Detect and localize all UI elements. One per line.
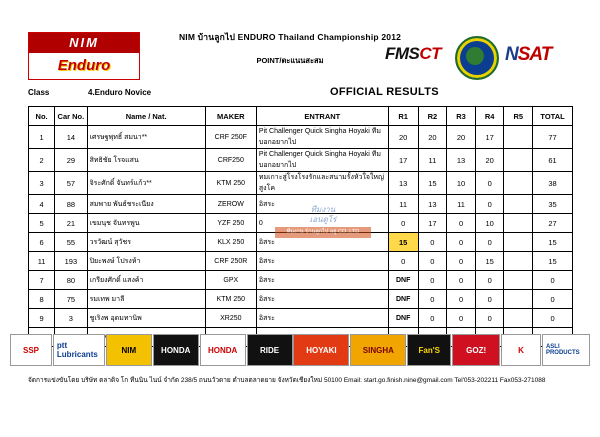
sponsor-logo-helmet: RIDE	[247, 334, 293, 366]
row-r2: 0	[418, 233, 447, 252]
row-entrant: Pit Challenger Quick Singha Hoyaki ทีมบอกอยากไป	[256, 149, 388, 172]
official-results-title: OFFICIAL RESULTS	[330, 86, 439, 98]
watermark-line-2: เอนดูโร่	[309, 215, 337, 224]
sponsor-logo-ssp: SSP	[10, 334, 52, 366]
row-no: 3	[29, 172, 55, 195]
row-r5	[504, 126, 533, 149]
row-r2: 0	[418, 252, 447, 271]
row-name: เศรษฐพุทธิ์ สมนา**	[87, 126, 205, 149]
table-body	[29, 126, 573, 347]
nsat-logo-text-a: N	[505, 44, 518, 65]
fmsct-logo	[385, 44, 441, 64]
row-car-no: 21	[55, 214, 87, 233]
row-r5	[504, 214, 533, 233]
row-r5	[504, 149, 533, 172]
table-row	[29, 271, 573, 290]
row-car-no: 80	[55, 271, 87, 290]
row-total: 0	[533, 309, 573, 328]
row-maker: KTM 250	[205, 172, 256, 195]
col-r4: R4	[475, 107, 504, 126]
row-total: 61	[533, 149, 573, 172]
row-no: 5	[29, 214, 55, 233]
row-r3: 10	[447, 172, 476, 195]
row-entrant: อิสระ	[256, 252, 388, 271]
row-entrant: อิสระ	[256, 195, 388, 214]
row-name: เกรียงศักดิ์ แสงค้า	[87, 271, 205, 290]
sponsor-logo-brand-yellow: NIM	[106, 334, 152, 366]
class-value: 4.Enduro Novice	[88, 88, 152, 97]
row-r2: 20	[418, 126, 447, 149]
col-r5: R5	[504, 107, 533, 126]
row-r2: 17	[418, 214, 447, 233]
row-no: 1	[29, 126, 55, 149]
row-car-no: 14	[55, 126, 87, 149]
row-r4: 0	[475, 172, 504, 195]
row-car-no: 55	[55, 233, 87, 252]
col-r3: R3	[447, 107, 476, 126]
row-r4: 0	[475, 195, 504, 214]
row-r4: 20	[475, 149, 504, 172]
sponsor-strip	[10, 330, 590, 370]
nsat-logo-text-b: SAT	[517, 44, 552, 65]
row-total: 38	[533, 172, 573, 195]
row-name: สิทธิชัย โรจแสน	[87, 149, 205, 172]
row-no: 8	[29, 290, 55, 309]
col-entrant: ENTRANT	[256, 107, 388, 126]
row-r4: 15	[475, 252, 504, 271]
row-r5	[504, 233, 533, 252]
row-r1: 15	[388, 233, 418, 252]
row-entrant: อิสระ	[256, 271, 388, 290]
col-maker: MAKER	[205, 107, 256, 126]
row-name: วรวัฒน์ สุวัชร	[87, 233, 205, 252]
row-name: สมพาย พันธ์ชระเนียง	[87, 195, 205, 214]
row-name: รมเทพ มาลี	[87, 290, 205, 309]
results-table	[28, 106, 573, 347]
nim-enduro-logo	[28, 32, 140, 80]
table-row	[29, 149, 573, 172]
row-no: 11	[29, 252, 55, 271]
row-car-no: 3	[55, 309, 87, 328]
row-name: ชูเริงพ อุดมทานิพ	[87, 309, 205, 328]
row-name: ปิยะพงษ์ โปรงห้า	[87, 252, 205, 271]
row-entrant: อิสระ	[256, 233, 388, 252]
sponsor-logo-ptt-lubricants: ptt Lubricants	[53, 334, 105, 366]
watermark-bar: ทีมงาน บ้านลูกไป อยู่ CO.,LTD	[275, 227, 371, 238]
row-maker: CRF250	[205, 149, 256, 172]
row-r4: 0	[475, 290, 504, 309]
row-r2: 0	[418, 271, 447, 290]
row-r3: 0	[447, 290, 476, 309]
event-title: NIM บ้านลูกไป ENDURO Thailand Championship 2012	[178, 32, 402, 42]
row-total: 0	[533, 290, 573, 309]
row-total: 15	[533, 252, 573, 271]
row-r2: 0	[418, 309, 447, 328]
row-total: 77	[533, 126, 573, 149]
row-r5	[504, 290, 533, 309]
row-r4: 17	[475, 126, 504, 149]
row-total: 35	[533, 195, 573, 214]
table-row	[29, 290, 573, 309]
row-r4: 0	[475, 271, 504, 290]
sponsor-logo-honda: HONDA	[153, 334, 199, 366]
fmsct-logo-text-a: FMS	[385, 44, 420, 63]
document-header	[0, 30, 600, 82]
row-no: 7	[29, 271, 55, 290]
row-car-no: 29	[55, 149, 87, 172]
row-no: 9	[29, 309, 55, 328]
row-r3: 0	[447, 214, 476, 233]
col-r2: R2	[418, 107, 447, 126]
sponsor-logo-kawa: K	[501, 334, 541, 366]
row-r1: DNF	[388, 271, 418, 290]
col-car-no: Car No.	[55, 107, 87, 126]
row-r5	[504, 195, 533, 214]
table-row	[29, 126, 573, 149]
col-total: TOTAL	[533, 107, 573, 126]
row-no: 2	[29, 149, 55, 172]
nsat-logo	[505, 44, 551, 66]
row-r2: 11	[418, 149, 447, 172]
row-r4: 10	[475, 214, 504, 233]
row-car-no: 88	[55, 195, 87, 214]
row-r1: 20	[388, 126, 418, 149]
row-maker: CRF 250F	[205, 126, 256, 149]
row-entrant: 0	[256, 214, 388, 233]
row-r4: 0	[475, 233, 504, 252]
federation-shield-icon	[455, 36, 499, 80]
row-no: 6	[29, 233, 55, 252]
row-r1: 0	[388, 252, 418, 271]
sponsor-logo-asli-products: ASLI PRODUCTS	[542, 334, 590, 366]
row-r5	[504, 172, 533, 195]
row-r5	[504, 252, 533, 271]
row-r3: 0	[447, 309, 476, 328]
sponsor-logo-hoyaki: HOYAKI	[293, 334, 349, 366]
watermark-line-1: ทีมงาน	[310, 205, 336, 214]
fmsct-logo-text-b: CT	[419, 44, 442, 63]
row-maker: KLX 250	[205, 233, 256, 252]
row-r3: 0	[447, 271, 476, 290]
sponsor-logo-honda-wing: HONDA	[200, 334, 246, 366]
row-maker: KTM 250	[205, 290, 256, 309]
row-entrant: อิสระ	[256, 290, 388, 309]
table-row	[29, 214, 573, 233]
table-row	[29, 195, 573, 214]
table-row	[29, 233, 573, 252]
row-r3: 20	[447, 126, 476, 149]
row-r2: 0	[418, 290, 447, 309]
row-total: 27	[533, 214, 573, 233]
table-row	[29, 252, 573, 271]
row-r2: 13	[418, 195, 447, 214]
nim-logo-bottom-text: Enduro	[57, 57, 111, 74]
sponsor-logo-gozi: GOZ!	[452, 334, 500, 366]
row-r1: 17	[388, 149, 418, 172]
row-r1: 0	[388, 214, 418, 233]
sponsor-logo-singha: SINGHA	[350, 334, 406, 366]
nim-logo-top-text: NIM	[29, 33, 139, 53]
row-entrant: ทมเกาะสู่โรงโรงรักและสนามรั้งหัวใจใหญ่ สูงโค	[256, 172, 388, 195]
row-maker: YZF 250	[205, 214, 256, 233]
table-row	[29, 309, 573, 328]
col-no: No.	[29, 107, 55, 126]
row-entrant: อิสระ	[256, 309, 388, 328]
row-r1: 11	[388, 195, 418, 214]
row-car-no: 57	[55, 172, 87, 195]
row-name: เขมนุช จันทรพูน	[87, 214, 205, 233]
row-entrant: Pit Challenger Quick Singha Hoyaki ทีมบอกอยากไป	[256, 126, 388, 149]
class-bar	[0, 88, 600, 104]
row-no: 4	[29, 195, 55, 214]
table-header-row	[29, 107, 573, 126]
event-subtitle: POINT/ตะแนนสะสม	[256, 56, 324, 65]
col-name: Name / Nat.	[87, 107, 205, 126]
row-r2: 15	[418, 172, 447, 195]
row-maker: ZEROW	[205, 195, 256, 214]
footer-text: จัดการแข่งขันโดย บริษัท ตลาดิจ โก ทีนนิน ไนน์ จำกัด 238/5 ถนนวัวดาย ตำบลตลาดยาย จังหวัดเชียงใหม่ 50100 Email: start.go.finish.nine@gmail.com Tel'053-202211 Fax053-271088	[28, 377, 546, 384]
row-r4: 0	[475, 309, 504, 328]
row-r1: DNF	[388, 290, 418, 309]
row-r3: 11	[447, 195, 476, 214]
table-row	[29, 172, 573, 195]
class-label: Class	[28, 88, 50, 97]
row-r3: 13	[447, 149, 476, 172]
row-total: 0	[533, 271, 573, 290]
row-r3: 0	[447, 252, 476, 271]
row-r1: DNF	[388, 309, 418, 328]
row-r3: 0	[447, 233, 476, 252]
row-maker: XR250	[205, 309, 256, 328]
row-car-no: 193	[55, 252, 87, 271]
row-maker: CRF 250R	[205, 252, 256, 271]
row-name: จิระศักดิ์ จันทร์แก้ว**	[87, 172, 205, 195]
row-total: 15	[533, 233, 573, 252]
row-r5	[504, 309, 533, 328]
sponsor-logo-fans: Fan'S	[407, 334, 451, 366]
col-r1: R1	[388, 107, 418, 126]
row-maker: GPX	[205, 271, 256, 290]
row-r1: 13	[388, 172, 418, 195]
row-car-no: 75	[55, 290, 87, 309]
row-r5	[504, 271, 533, 290]
